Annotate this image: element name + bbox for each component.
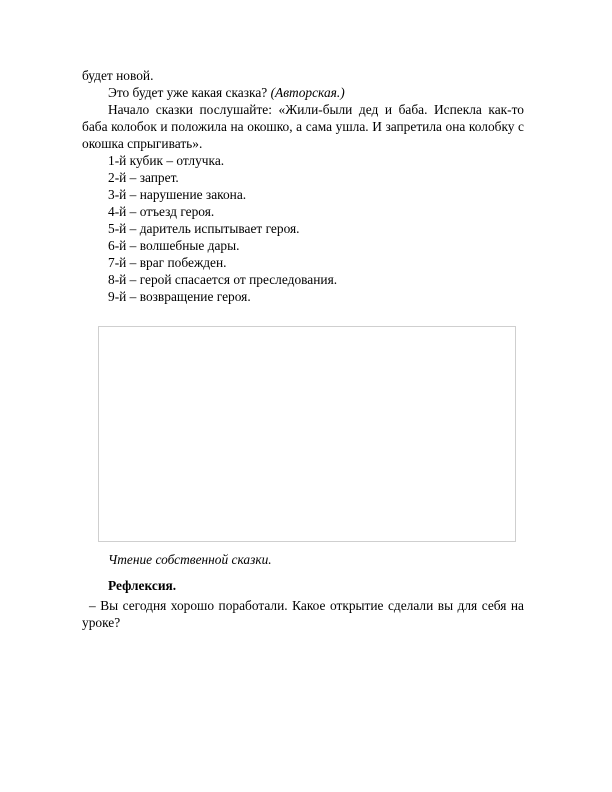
list-item: 3-й – нарушение закона. xyxy=(108,187,247,202)
list-item: 8-й – герой спасается от преследования. xyxy=(108,272,338,287)
list-item: 5-й – даритель испытывает героя. xyxy=(108,221,300,236)
continuation-line: будет новой. xyxy=(82,68,154,83)
list-item: 2-й – запрет. xyxy=(108,170,179,185)
intro-paragraph: Начало сказки послушайте: «Жили-были дед и баба. Испекла как-то баба колобок и положила на окошко, а сама ушла. И запретила она колобку с окошка спрыгивать». xyxy=(82,102,524,151)
section-heading: Рефлексия. xyxy=(108,578,177,593)
list-item: 4-й – отъезд героя. xyxy=(108,204,215,219)
list-item: 1-й кубик – отлучка. xyxy=(108,153,225,168)
question-line xyxy=(82,84,524,101)
figure-caption: Чтение собственной сказки. xyxy=(108,552,272,567)
list-item: 6-й – волшебные дары. xyxy=(108,238,240,253)
list-item: 9-й – возвращение героя. xyxy=(108,289,251,304)
image-placeholder xyxy=(98,326,516,542)
question-text: Это будет уже какая сказка? xyxy=(108,85,268,100)
list-item: 7-й – враг побежден. xyxy=(108,255,227,270)
final-paragraph: – Вы сегодня хорошо поработали. Какое открытие сделали вы для себя на уроке? xyxy=(82,598,524,630)
question-answer: (Авторская.) xyxy=(270,85,345,100)
document-body xyxy=(82,67,524,305)
